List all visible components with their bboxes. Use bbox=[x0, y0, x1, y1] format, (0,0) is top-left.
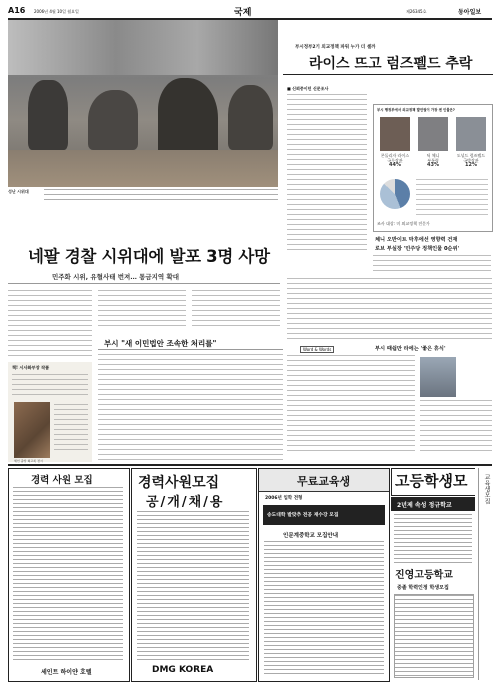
ad2-footer: DMG KOREA bbox=[152, 665, 214, 675]
ad2-body bbox=[137, 511, 249, 661]
subhead-2: 로브 부실장 '민주당 정책인물 0순위' bbox=[375, 246, 460, 252]
person-3-label bbox=[452, 153, 490, 168]
person-3-role: 국방장관 bbox=[463, 158, 479, 163]
side-column-text: 교육생모집 bbox=[483, 474, 490, 504]
chart-note: 조사 대상: 미 외교정책 전문가 bbox=[377, 221, 430, 226]
person-1-role: 국무장관 bbox=[387, 158, 403, 163]
ad4-school: 진영고등학교 bbox=[395, 570, 453, 581]
person-2-label bbox=[414, 153, 452, 168]
ad1-title: 경력 사원 모집 bbox=[31, 475, 93, 486]
side-column-ad bbox=[478, 468, 493, 680]
edition-number: 제26345호 bbox=[406, 9, 427, 14]
ad-career-1 bbox=[8, 468, 130, 682]
person-photo-3 bbox=[456, 117, 486, 151]
top-right-lower-text bbox=[287, 278, 492, 340]
ad3-body bbox=[264, 541, 384, 675]
person-3-pct: 12% bbox=[465, 162, 477, 168]
right-portrait bbox=[420, 357, 456, 397]
main-subhead: 민주화 시위, 유혈사태 번져… 통금지역 확대 bbox=[52, 273, 180, 281]
right-middle-body-1 bbox=[287, 355, 415, 455]
ad-education bbox=[258, 468, 390, 682]
ad4-highlight: 2년제 속성 정규학교 bbox=[397, 502, 452, 509]
ad4-body-2 bbox=[394, 594, 474, 678]
ad3-highlight: 송도대학 발맞추 전공 재수강 모집 bbox=[267, 513, 339, 518]
story-byline: ■ 신뢰중이던 신문조사 bbox=[287, 86, 329, 91]
middle-body bbox=[98, 354, 283, 460]
word-label: Word & Words bbox=[300, 346, 334, 353]
ad4-body bbox=[394, 514, 472, 564]
ad2-subtitle: 공/개/채/용 bbox=[146, 495, 225, 510]
person-2-pct: 43% bbox=[427, 162, 439, 168]
ad3-kicker: 2006년 입학 전형 bbox=[265, 496, 303, 501]
person-1-pct: 44% bbox=[389, 162, 401, 168]
page-date: 2006년 4월 10일 월요일 bbox=[34, 9, 79, 14]
news-photo bbox=[8, 20, 278, 187]
person-photo-2 bbox=[418, 117, 448, 151]
person-2-name: 딕 체니 bbox=[426, 153, 440, 158]
sidebar-book bbox=[8, 362, 92, 462]
middle-headline: 부시 "새 이민법안 조속한 처리를" bbox=[104, 339, 217, 348]
paper-logo: 동아일보 bbox=[458, 9, 482, 16]
survey-box bbox=[373, 104, 493, 232]
ad3-title: 무료교육생 bbox=[297, 475, 351, 488]
top-right-story bbox=[283, 44, 493, 274]
sidebar-title: 책! 시사화부장 작품 bbox=[12, 365, 50, 370]
ad3-section: 인문계중학교 모집안내 bbox=[283, 533, 339, 539]
page-number: A16 bbox=[8, 6, 26, 15]
person-photo-1 bbox=[380, 117, 410, 151]
book-image bbox=[14, 402, 50, 458]
survey-notes bbox=[416, 179, 488, 219]
ad-highschool bbox=[391, 468, 475, 680]
main-body-col-1 bbox=[8, 290, 92, 360]
person-1-name: 콘돌리자 라이스 bbox=[380, 153, 410, 158]
story-body-right bbox=[373, 255, 491, 275]
ad2-title: 경력사원모집 bbox=[138, 475, 220, 491]
book-caption: 세인 중앙 회고록 전시 bbox=[14, 459, 43, 463]
ad1-body bbox=[13, 487, 123, 663]
sidebar-text bbox=[12, 374, 88, 398]
survey-caption: 부시 행정부에서 외교정책 발언권이 가장 센 인물은? bbox=[377, 108, 455, 112]
person-1-label bbox=[376, 153, 414, 168]
ad4-note: 중졸 학력인정 학생모집 bbox=[397, 585, 449, 591]
sidebar-caption bbox=[54, 404, 88, 454]
story-body-left bbox=[287, 94, 367, 254]
page-header bbox=[8, 4, 492, 20]
main-headline: 네팔 경찰 시위대에 발포 3명 사망 bbox=[28, 247, 270, 266]
photo-caption-title: 성난 시위대 bbox=[8, 189, 29, 194]
right-middle-body-2 bbox=[420, 400, 492, 455]
section-title: 국제 bbox=[234, 8, 252, 18]
photo-caption-text bbox=[44, 189, 278, 200]
main-body-col-2 bbox=[98, 290, 186, 330]
survey-graphic bbox=[380, 179, 410, 209]
ad-career-2 bbox=[131, 468, 257, 682]
ad4-prefix: 고등학생모 bbox=[395, 472, 468, 490]
person-2-role: 부통령 bbox=[427, 158, 439, 163]
right-middle-headline: 부시 때쉽만 라에는 '좋은 휴식' bbox=[375, 346, 446, 352]
story-kicker: 부시정부2기 외교정책 파워 누가 더 셀까 bbox=[295, 45, 376, 50]
person-3-name: 도널드 럼즈펠드 bbox=[456, 153, 486, 158]
main-body-col-3 bbox=[192, 290, 280, 330]
story-headline: 라이스 뜨고 럼즈펠드 추락 bbox=[309, 56, 473, 72]
subhead-1: 체니 오반이트 막후에선 영향력 건재 bbox=[375, 237, 458, 243]
ad1-footer: 세인트 하이얀 호텔 bbox=[41, 669, 92, 676]
